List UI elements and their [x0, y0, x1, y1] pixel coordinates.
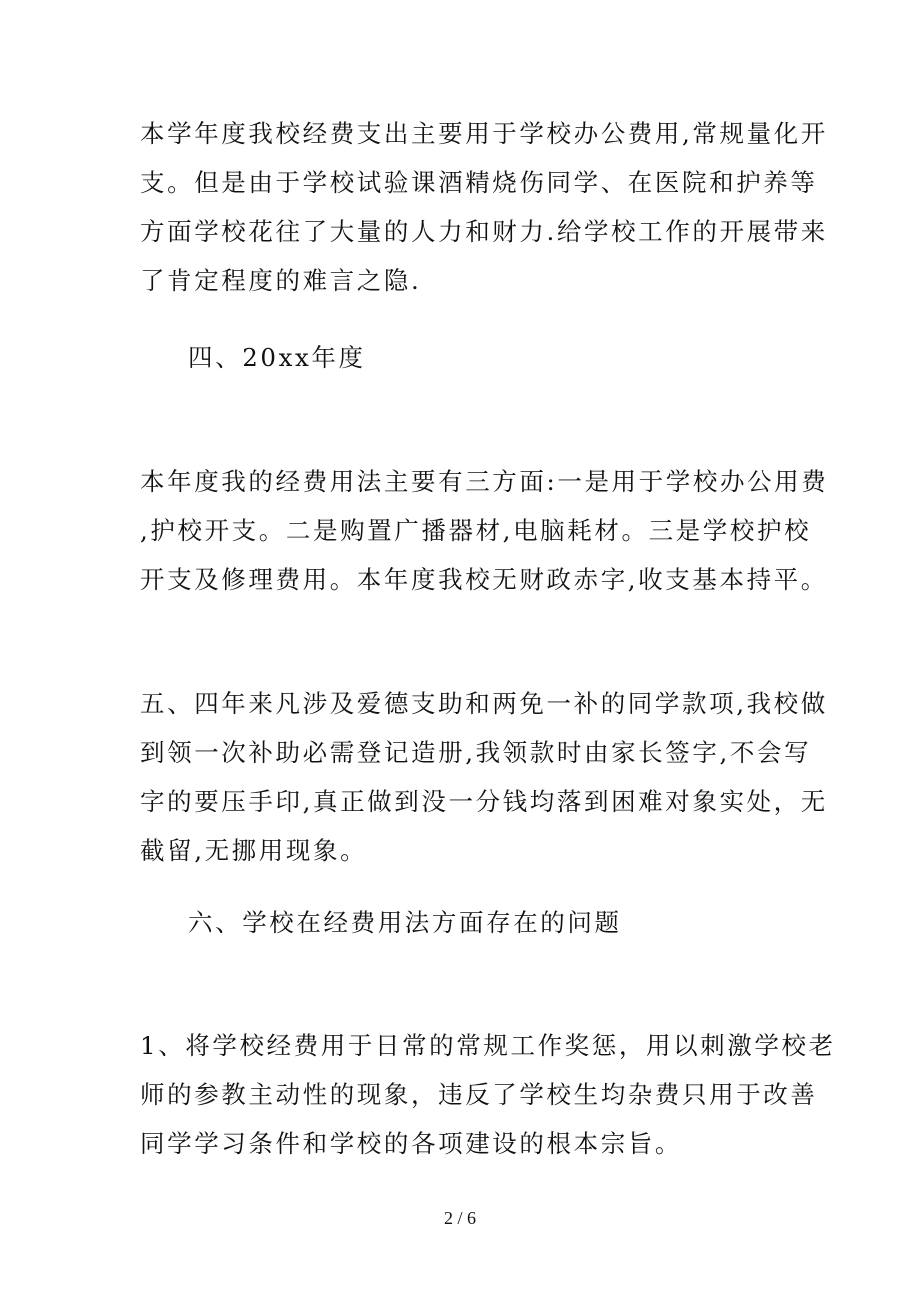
paragraph-line: 支。但是由于学校试验课酒精烧伤同学、在医院和护养等 [140, 168, 818, 197]
paragraph-line: 了肯定程度的难言之隐. [140, 266, 422, 295]
paragraph-line: ,护校开支。二是购置广播器材,电脑耗材。三是学校护校 [140, 516, 812, 545]
paragraph-line: 五、四年来凡涉及爱德支助和两免一补的同学款项,我校做 [140, 689, 828, 718]
paragraph-line: 截留,无挪用现象。 [140, 836, 368, 865]
paragraph-line: 同学学习条件和学校的各项建设的根本宗旨。 [140, 1129, 682, 1158]
paragraph-line: 字的要压手印,真正做到没一分钱均落到困难对象实处，无 [140, 787, 828, 816]
paragraph-line: 1、将学校经费用于日常的常规工作奖惩，用以刺激学校老 [140, 1031, 836, 1060]
section-heading-6: 六、学校在经费用法方面存在的问题 [188, 908, 622, 937]
paragraph-line: 本年度我的经费用法主要有三方面:一是用于学校办公用费 [140, 467, 829, 496]
paragraph-line: 开支及修理费用。本年度我校无财政赤字,收支基本持平。 [140, 565, 828, 594]
section-heading-4: 四、20xx年度 [188, 343, 366, 372]
paragraph-line: 本学年度我校经费支出主要用于学校办公费用,常规量化开 [140, 119, 828, 148]
page-number: 2 / 6 [443, 1208, 476, 1228]
paragraph-line: 方面学校花往了大量的人力和财力.给学校工作的开展带来 [140, 217, 828, 246]
paragraph-line: 到领一次补助必需登记造册,我领款时由家长签字,不会写 [140, 738, 812, 767]
paragraph-line: 师的参教主动性的现象，违反了学校生均杂费只用于改善 [140, 1080, 818, 1109]
